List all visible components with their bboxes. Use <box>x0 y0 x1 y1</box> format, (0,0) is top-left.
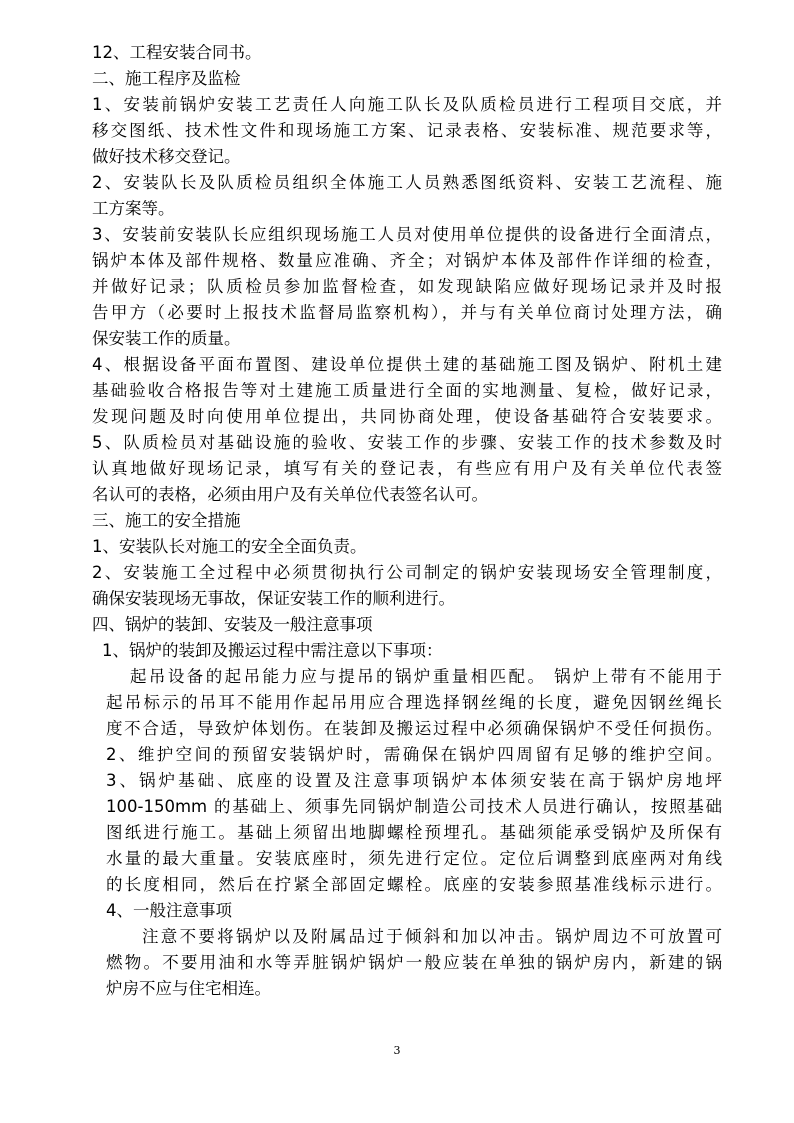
document-body <box>92 40 722 1002</box>
text-line: 1、安装前锅炉安装工艺责任人向施工队长及队质检员进行工程项目交底，并 <box>92 95 722 114</box>
text-line: 5、队质检员对基础设施的验收、安装工作的步骤、安装工作的技术参数及时 <box>92 433 722 452</box>
text-line: 3、安装前安装队长应组织现场施工人员对使用单位提供的设备进行全面清点， <box>92 225 722 244</box>
section-heading: 三、施工的安全措施 <box>92 511 241 530</box>
text-line: 起吊设备的起吊能力应与提吊的锅炉重量相匹配。 锅炉上带有不能用于 <box>130 667 722 686</box>
text-line: 的长度相同，然后在拧紧全部固定螺栓。底座的安装参照基准线标示进行。 <box>106 875 722 894</box>
text-line: 3、锅炉基础、底座的设置及注意事项锅炉本体须安装在高于锅炉房地坪 <box>106 771 722 790</box>
text-line: 4、根据设备平面布置图、建设单位提供土建的基础施工图及锅炉、附机土建 <box>92 355 722 374</box>
text-line: 锅炉本体及部件规格、数量应准确、齐全；对锅炉本体及部件作详细的检查， <box>92 251 722 270</box>
text-line: 燃物。不要用油和水等弄脏锅炉锅炉一般应装在单独的锅炉房内，新建的锅 <box>106 953 722 972</box>
text-line: 起吊标示的吊耳不能用作起吊用应合理选择钢丝绳的长度，避免因钢丝绳长 <box>106 693 722 712</box>
text-line: 告甲方（必要时上报技术监督局监察机构），并与有关单位商讨处理方法，确 <box>92 303 722 322</box>
text-line: 确保安装现场无事故，保证安装工作的顺利进行。 <box>92 589 455 608</box>
text-line: 并做好记录；队质检员参加监督检查，如发现缺陷应做好现场记录并及时报 <box>92 277 722 296</box>
text-line: 100-150mm 的基础上、须事先同锅炉制造公司技术人员进行确认，按照基础 <box>106 797 722 816</box>
text-line: 保安装工作的质量。 <box>92 329 241 348</box>
text-line: 2、安装队长及队质检员组织全体施工人员熟悉图纸资料、安装工艺流程、施 <box>92 173 722 192</box>
text-line: 名认可的表格，必须由用户及有关单位代表签名认可。 <box>92 485 488 504</box>
text-line: 水量的最大重量。安装底座时，须先进行定位。定位后调整到底座两对角线 <box>106 849 722 868</box>
text-line: 注意不要将锅炉以及附属品过于倾斜和加以冲击。锅炉周边不可放置可 <box>142 927 722 946</box>
text-line: 12、工程安装合同书。 <box>92 43 262 62</box>
text-line: 2、维护空间的预留安装锅炉时，需确保在锅炉四周留有足够的维护空间。 <box>106 745 722 764</box>
text-line: 2、安装施工全过程中必须贯彻执行公司制定的锅炉安装现场安全管理制度， <box>92 563 722 582</box>
text-line: 炉房不应与住宅相连。 <box>106 979 271 998</box>
text-line: 认真地做好现场记录，填写有关的登记表，有些应有用户及有关单位代表签 <box>92 459 722 478</box>
text-line: 移交图纸、技术性文件和现场施工方案、记录表格、安装标准、规范要求等， <box>92 121 722 140</box>
section-heading: 四、锅炉的装卸、安装及一般注意事项 <box>92 615 373 634</box>
text-line: 图纸进行施工。基础上须留出地脚螺栓预埋孔。基础须能承受锅炉及所保有 <box>106 823 722 842</box>
text-line: 工方案等。 <box>92 199 175 218</box>
section-heading: 二、施工程序及监检 <box>92 69 241 88</box>
subsection-heading: 1、锅炉的装卸及搬运过程中需注意以下事项： <box>102 641 443 660</box>
text-line: 发现问题及时向使用单位提出，共同协商处理，使设备基础符合安装要求。 <box>92 407 722 426</box>
text-line: 度不合适，导致炉体划伤。在装卸及搬运过程中必须确保锅炉不受任何损伤。 <box>106 719 722 738</box>
text-line: 基础验收合格报告等对土建施工质量进行全面的实地测量、复检，做好记录， <box>92 381 722 400</box>
page-number: 3 <box>393 1044 401 1057</box>
text-line: 做好技术移交登记。 <box>92 147 241 166</box>
subsection-heading: 4、一般注意事项 <box>106 901 232 920</box>
text-line: 1、安装队长对施工的安全全面负责。 <box>92 537 367 556</box>
